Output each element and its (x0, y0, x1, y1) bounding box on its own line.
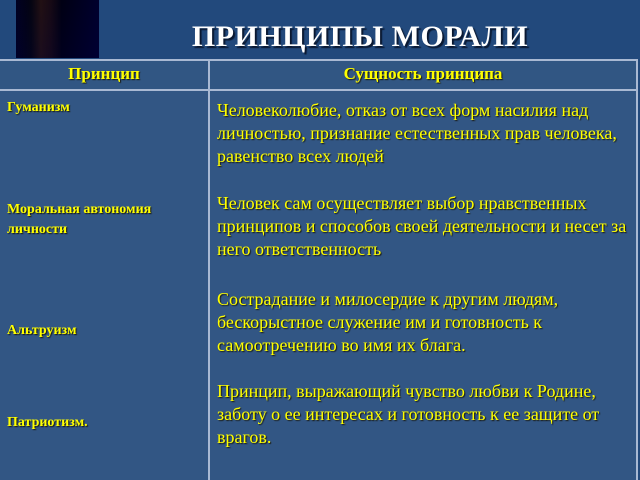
table-header-row (0, 61, 636, 91)
principles-table (0, 59, 638, 480)
principle-altruism: Альтруизм (7, 323, 77, 338)
column-divider (208, 61, 210, 480)
principle-moral-autonomy: Моральная автономия личности (7, 202, 152, 237)
decorative-gradient-block (16, 0, 99, 58)
essence-patriotism: Принцип, выражающий чувство любви к Родине, заботу о ее интересах и готовность к ее защите от врагов. (217, 381, 600, 447)
essence-altruism: Сострадание и милосердие к другим людям, бескорыстное служение им и готовность к самоотречению во имя их блага. (217, 289, 559, 355)
principle-patriotism: Патриотизм. (7, 415, 88, 430)
essence-moral-autonomy: Человек сам осуществляет выбор нравственных принципов и способов своей деятельности и несет за него ответственность (217, 193, 627, 259)
essence-humanism: Человеколюбие, отказ от всех форм насилия над личностью, признание естественных прав человека, равенство всех людей (217, 100, 617, 166)
header-principle: Принцип (68, 64, 140, 83)
principle-humanism: Гуманизм (7, 100, 70, 115)
page-title: ПРИНЦИПЫ МОРАЛИ (191, 20, 529, 53)
header-essence: Сущность принципа (343, 64, 503, 83)
